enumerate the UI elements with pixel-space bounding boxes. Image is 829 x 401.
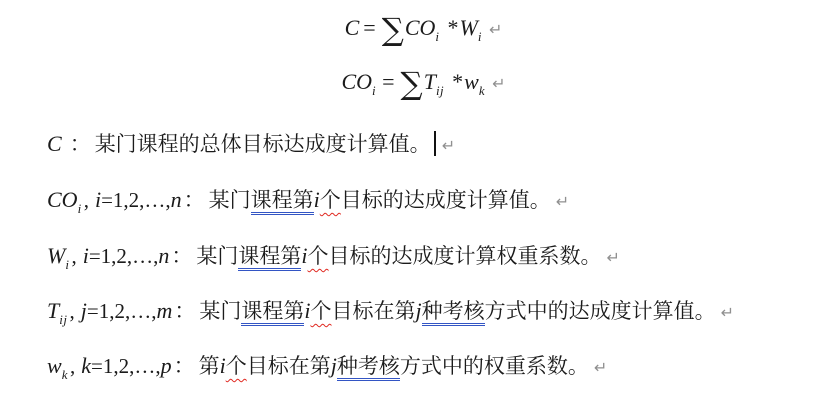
summation-symbol: ∑ (400, 66, 423, 102)
grammar-flagged-text: 种考核 (337, 354, 400, 381)
spelling-flagged-text: 个 (319, 188, 341, 212)
colon: ： (173, 354, 195, 378)
formula-line-co[interactable] (0, 62, 829, 105)
subscript: i (435, 29, 440, 44)
subscript: i (77, 201, 82, 216)
definition-text: 目标在第 (246, 354, 331, 378)
math-variable: T (47, 298, 60, 323)
math-index: j (415, 298, 422, 323)
paragraph-mark-icon: ↵ (720, 303, 734, 322)
paragraph-mark-icon: ↵ (492, 74, 506, 93)
subscript: i (65, 257, 70, 272)
sequence-text: =1,2,…, (88, 244, 159, 268)
multiplication-asterisk: * (447, 15, 459, 40)
math-variable: T (423, 69, 436, 94)
subscript: i (372, 83, 377, 98)
math-variable: CO (47, 187, 78, 212)
math-variable: w (464, 69, 479, 94)
comma: , (69, 354, 76, 378)
math-index: i (304, 298, 311, 323)
math-variable: CO (404, 15, 436, 40)
comma: , (83, 188, 89, 212)
math-index: i (313, 187, 320, 212)
formula-line-c[interactable] (0, 8, 829, 51)
paragraph-co-definition[interactable] (47, 184, 569, 219)
math-bound: n (170, 187, 182, 212)
math-bound: p (160, 353, 172, 378)
subscript: k (61, 367, 68, 382)
subscript: ij (435, 83, 445, 98)
equals-sign: = (363, 15, 376, 40)
subscript: ij (59, 312, 68, 327)
paragraph-t-definition[interactable] (47, 295, 734, 330)
paragraph-c-definition[interactable] (47, 128, 455, 163)
equals-sign: = (382, 69, 395, 94)
definition-text: 某门 (196, 244, 239, 268)
spelling-flagged-text: 个 (225, 354, 247, 378)
definition-text: 方式中的权重系数。 (399, 354, 589, 378)
grammar-flagged-text: 课程第 (238, 244, 301, 271)
comma: , (71, 244, 77, 268)
paragraph-wk-definition[interactable] (47, 350, 607, 385)
grammar-flagged-text: 课程第 (241, 299, 304, 326)
colon: ： (171, 244, 193, 268)
definition-text: 目标在第 (331, 299, 416, 323)
paragraph-mark-icon: ↵ (606, 248, 620, 267)
paragraph-mark-icon: ↵ (593, 358, 608, 377)
math-variable: W (47, 243, 66, 268)
paragraph-mark-icon: ↵ (488, 20, 503, 39)
math-variable: w (47, 353, 62, 378)
definition-text: 目标的达成度计算值。 (340, 188, 551, 212)
definition-text: 方式中的达成度计算值。 (484, 299, 716, 323)
spelling-flagged-text: 个 (310, 299, 332, 323)
math-index: j (80, 298, 87, 323)
sequence-text: =1,2,…, (101, 188, 171, 212)
math-index: j (330, 353, 337, 378)
definition-text: 某门课程的总体目标达成度计算值。 (94, 132, 431, 156)
math-variable: W (459, 15, 478, 40)
sequence-text: =1,2,…, (90, 354, 161, 378)
definition-text: 目标的达成度计算权重系数。 (328, 244, 602, 268)
paragraph-mark-icon: ↵ (555, 192, 570, 211)
math-variable: C (344, 15, 360, 40)
math-variable: CO (341, 69, 372, 94)
text-cursor (434, 131, 436, 156)
sequence-text: =1,2,…, (86, 299, 157, 323)
multiplication-asterisk: * (452, 69, 464, 94)
math-variable: C (47, 131, 62, 156)
spelling-flagged-text: 个 (307, 244, 329, 268)
math-index: i (94, 187, 102, 212)
math-bound: n (158, 243, 170, 268)
definition-text: 第 (198, 354, 220, 378)
subscript: k (478, 83, 486, 98)
math-index: i (301, 243, 308, 268)
math-index: i (82, 243, 89, 268)
math-index: k (81, 353, 91, 378)
summation-symbol: ∑ (381, 12, 404, 48)
colon: ： (69, 132, 91, 156)
colon: ： (183, 188, 205, 212)
grammar-flagged-text: 种考核 (422, 299, 485, 326)
definition-text: 某门 (208, 188, 251, 212)
paragraph-w-definition[interactable] (47, 240, 620, 275)
math-index: i (219, 353, 226, 378)
colon: ： (174, 299, 196, 323)
comma: , (69, 299, 75, 323)
subscript: i (477, 29, 482, 44)
definition-text: 某门 (199, 299, 242, 323)
grammar-flagged-text: 课程第 (251, 188, 314, 215)
paragraph-mark-icon: ↵ (441, 136, 456, 155)
math-bound: m (156, 298, 173, 323)
